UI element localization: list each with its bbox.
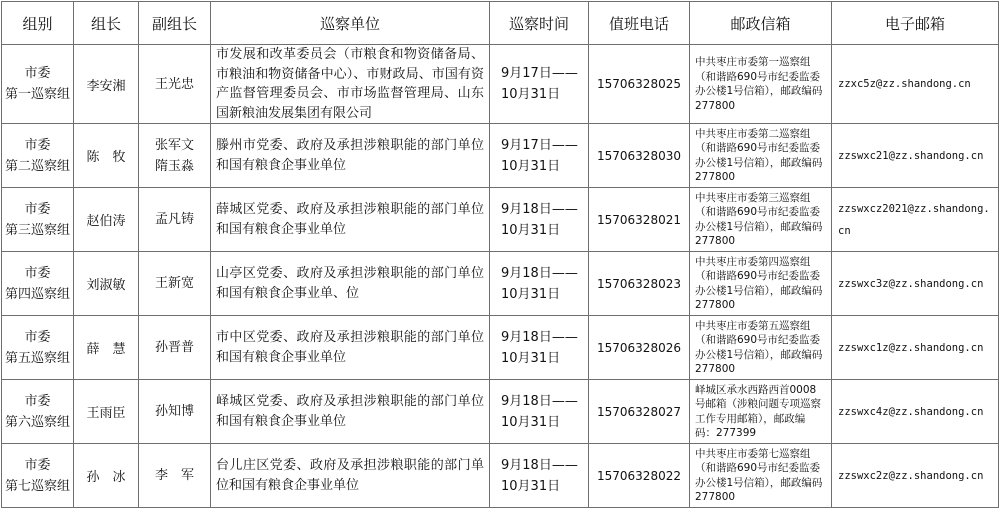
deputy-name: 孙知博	[154, 404, 194, 419]
header-group: 组别	[2, 2, 74, 45]
group-number: 第七巡察组	[4, 478, 70, 494]
time-start: 9月17日——	[501, 137, 578, 153]
email-cell[interactable]: zzswxc4z@zz.shandong.cn	[832, 380, 999, 444]
time-start: 9月18日——	[501, 329, 578, 345]
time-end: 10月31日	[501, 414, 561, 430]
time-cell	[490, 444, 589, 508]
deputy-name: 王新宽	[154, 276, 194, 291]
header-inspection-unit: 巡察单位	[211, 2, 490, 45]
deputy-cell	[139, 252, 211, 316]
time-start: 9月17日——	[501, 66, 578, 81]
postal-mailbox-cell: 中共枣庄市委第三巡察组（和谐路690号市纪委监委办公楼1号信箱），邮政编码277800	[690, 188, 832, 252]
email-cell[interactable]: zzswxc3z@zz.shandong.cn	[832, 252, 999, 316]
unit-cell: 滕州市党委、政府及承担涉粮职能的部门单位和国有粮食企事业单位	[211, 124, 490, 188]
deputy-cell	[139, 380, 211, 444]
table-header-row	[2, 2, 999, 45]
group-cell	[2, 188, 74, 252]
deputy-name: 孙晋普	[154, 340, 194, 355]
group-number: 第四巡察组	[4, 286, 70, 302]
leader-cell: 赵伯涛	[74, 188, 139, 252]
leader-cell: 陈 牧	[74, 124, 139, 188]
postal-mailbox-cell: 中共枣庄市委第五巡察组（和谐路690号市纪委监委办公楼1号信箱），邮政编码277800	[690, 316, 832, 380]
phone-cell: 15706328030	[589, 124, 690, 188]
deputy-cell	[139, 188, 211, 252]
time-cell	[490, 380, 589, 444]
group-cell	[2, 444, 74, 508]
deputy-name: 王光忠	[154, 76, 194, 92]
deputy-name: 张军文	[154, 137, 194, 153]
deputy-name: 孟凡铸	[154, 212, 194, 227]
time-start: 9月18日——	[501, 265, 578, 281]
time-cell	[490, 124, 589, 188]
header-email: 电子邮箱	[832, 2, 999, 45]
table-row	[2, 316, 999, 380]
deputy-cell	[139, 444, 211, 508]
phone-cell: 15706328025	[589, 45, 690, 124]
header-leader: 组长	[74, 2, 139, 45]
time-end: 10月31日	[501, 478, 561, 494]
postal-mailbox-cell: 中共枣庄市委第七巡察组（和谐路690号市纪委监委办公楼1号信箱），邮政编码277800	[690, 444, 832, 508]
group-cell	[2, 316, 74, 380]
group-number: 第五巡察组	[4, 350, 70, 366]
postal-mailbox-cell: 中共枣庄市委第一巡察组（和谐路690号市纪委监委办公楼1号信箱），邮政编码277800	[690, 45, 832, 124]
group-city: 市委	[24, 329, 51, 345]
email-cell[interactable]: zzswxc2z@zz.shandong.cn	[832, 444, 999, 508]
phone-cell: 15706328026	[589, 316, 690, 380]
time-end: 10月31日	[501, 286, 561, 302]
leader-cell: 王雨臣	[74, 380, 139, 444]
postal-mailbox-cell: 峄城区承水西路西首0008号邮箱（涉粮问题专项巡察工作专用邮箱），邮政编码：277399	[690, 380, 832, 444]
header-postal-mailbox: 邮政信箱	[690, 2, 832, 45]
group-number: 第六巡察组	[4, 414, 70, 430]
inspection-team-table	[1, 1, 999, 508]
postal-mailbox-cell: 中共枣庄市委第四巡察组（和谐路690号市纪委监委办公楼1号信箱），邮政编码277800	[690, 252, 832, 316]
group-number: 第二巡察组	[4, 158, 70, 174]
group-city: 市委	[24, 201, 51, 217]
header-deputy: 副组长	[139, 2, 211, 45]
header-duty-phone: 值班电话	[589, 2, 690, 45]
phone-cell: 15706328022	[589, 444, 690, 508]
time-start: 9月18日——	[501, 393, 578, 409]
unit-cell: 市发展和改革委员会（市粮食和物资储备局、市粮油和物资储备中心）、市财政局、市国有资产监督管理委员会、市市场监督管理局、山东国新粮油发展集团有限公司	[211, 45, 490, 124]
group-number: 第一巡察组	[4, 87, 70, 102]
phone-cell: 15706328021	[589, 188, 690, 252]
group-city: 市委	[24, 457, 51, 473]
unit-cell: 市中区党委、政府及承担涉粮职能的部门单位和国有粮食企事业单位	[211, 316, 490, 380]
deputy-name: 隋玉淼	[154, 158, 194, 174]
time-cell	[490, 316, 589, 380]
email-cell[interactable]: zzswxc1z@zz.shandong.cn	[832, 316, 999, 380]
unit-cell: 薛城区党委、政府及承担涉粮职能的部门单位和国有粮食企事业单位	[211, 188, 490, 252]
time-start: 9月18日——	[501, 457, 578, 473]
phone-cell: 15706328027	[589, 380, 690, 444]
time-cell	[490, 252, 589, 316]
leader-cell: 薛 慧	[74, 316, 139, 380]
group-cell	[2, 124, 74, 188]
table-row	[2, 45, 999, 124]
deputy-cell	[139, 124, 211, 188]
leader-cell: 刘淑敏	[74, 252, 139, 316]
unit-cell: 峄城区党委、政府及承担涉粮职能的部门单位和国有粮食企事业单位	[211, 380, 490, 444]
table-row	[2, 252, 999, 316]
group-cell	[2, 380, 74, 444]
table-row	[2, 380, 999, 444]
email-cell[interactable]: zzswxcz2021@zz.shandong.cn	[832, 188, 999, 252]
deputy-cell	[139, 45, 211, 124]
time-end: 10月31日	[501, 350, 561, 366]
email-cell[interactable]: zzxc5z@zz.shandong.cn	[832, 45, 999, 124]
group-city: 市委	[24, 66, 51, 81]
deputy-cell	[139, 316, 211, 380]
header-inspection-time: 巡察时间	[490, 2, 589, 45]
group-city: 市委	[24, 137, 51, 153]
table-row	[2, 444, 999, 508]
time-end: 10月31日	[501, 87, 561, 102]
unit-cell: 台儿庄区党委、政府及承担涉粮职能的部门单位和国有粮食企事业单位	[211, 444, 490, 508]
time-start: 9月18日——	[501, 201, 578, 217]
table-row	[2, 188, 999, 252]
group-cell	[2, 45, 74, 124]
leader-cell: 孙 冰	[74, 444, 139, 508]
group-cell	[2, 252, 74, 316]
phone-cell: 15706328023	[589, 252, 690, 316]
leader-cell: 李安湘	[74, 45, 139, 124]
group-city: 市委	[24, 393, 51, 409]
group-city: 市委	[24, 265, 51, 281]
unit-cell: 山亭区党委、政府及承担涉粮职能的部门单位和国有粮食企事业单、位	[211, 252, 490, 316]
time-end: 10月31日	[501, 222, 561, 238]
postal-mailbox-cell: 中共枣庄市委第二巡察组（和谐路690号市纪委监委办公楼1号信箱），邮政编码277800	[690, 124, 832, 188]
time-cell	[490, 188, 589, 252]
deputy-name: 李 军	[154, 468, 194, 483]
time-end: 10月31日	[501, 158, 561, 174]
group-number: 第三巡察组	[4, 222, 70, 238]
time-cell	[490, 45, 589, 124]
table-row	[2, 124, 999, 188]
email-cell[interactable]: zzswxc21@zz.shandong.cn	[832, 124, 999, 188]
